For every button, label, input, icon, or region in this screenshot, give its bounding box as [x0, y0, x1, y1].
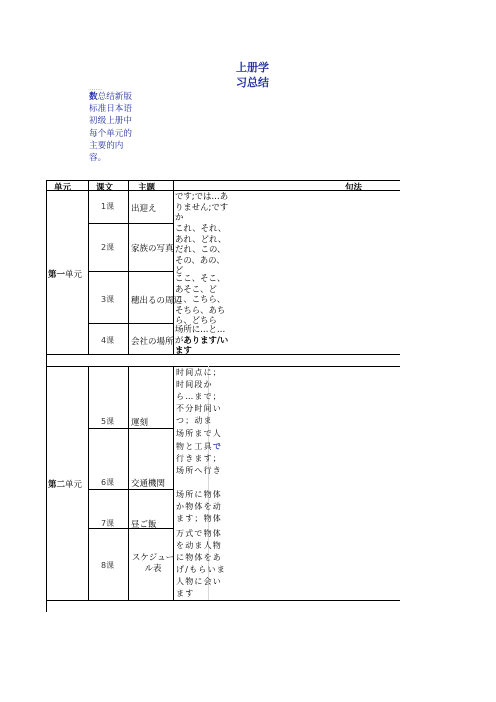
intro-lead: 数	[89, 92, 98, 102]
row-divider-2	[88, 271, 174, 272]
grammar-lesson-4: 场所に…と…があります/います	[175, 324, 229, 355]
grammar-lesson-8: 万式で物体を动ま人物に物体をあげ/もらいま人物に会います	[176, 529, 226, 598]
topic-8: スケジュール表	[131, 553, 175, 574]
lesson-col-border	[128, 180, 129, 354]
unit2-bottom-border	[46, 600, 400, 601]
grammar-lesson-6: 场所まで人物と工具で行きます；场所へ行き	[176, 429, 223, 475]
intro-paragraph	[89, 85, 135, 171]
topic-2: 家族の写真	[131, 244, 174, 254]
unit-1-label: 第一单元	[48, 270, 83, 280]
row-divider-5	[88, 428, 174, 429]
topic-col-border	[173, 180, 174, 354]
grammar-lesson-5: 时间点に；时间段から…まで；不分时间いつ；动ま	[176, 368, 222, 425]
grammar-lesson-7: 场所に物体か物体を动ます；物体	[176, 490, 222, 523]
grammar-lesson-3: ここ、そこ、あそこ、どこ、こちら、そちら、あちら、どちら	[175, 273, 226, 325]
lesson-col-border-2	[128, 366, 129, 600]
intro-cut-text: ......	[89, 85, 103, 91]
lesson-8: 8课	[101, 561, 115, 570]
header-grammar: 句法	[345, 183, 363, 193]
lesson-6: 6课	[101, 478, 115, 487]
header-unit: 单元	[54, 183, 72, 193]
intro-body: 总结新版标准日本语初级上册中每个单元的主要的内容。	[89, 92, 132, 164]
unit-col-border	[88, 180, 89, 354]
unit-2-label: 第二单元	[48, 480, 83, 490]
grammar-lesson-1: です;では…ありません;ですか	[175, 191, 229, 223]
lesson-5: 5课	[101, 417, 115, 426]
row-divider-6	[88, 489, 174, 490]
title-line-1: 上册学	[236, 61, 269, 74]
topic-3: 穗出るの周辺	[131, 296, 183, 306]
lesson-1: 1课	[101, 202, 115, 211]
topic-1: 出迎え	[131, 204, 157, 214]
header-lesson: 课文	[96, 183, 114, 193]
unit-col-border-2	[88, 366, 89, 600]
topic-4: 会社の場所	[131, 337, 174, 347]
topic-5: 運刻	[131, 418, 149, 428]
lesson-4: 4课	[101, 336, 115, 345]
title-line-2: 习总结	[236, 76, 269, 89]
lesson-3: 3课	[101, 295, 115, 304]
topic-6: 交通機関	[131, 479, 166, 489]
lesson-2: 2课	[101, 243, 115, 252]
grammar-lesson-2: これ、それ、あれ、どれ、だれ、この、その、あの、ど	[175, 223, 227, 276]
topic-7: 昼ご飯	[131, 520, 157, 530]
header-topic: 主题	[138, 183, 156, 193]
table-left-border	[46, 180, 47, 612]
row-divider-3	[88, 323, 174, 324]
lesson-7: 7课	[101, 519, 115, 528]
row-divider-1	[88, 223, 174, 224]
